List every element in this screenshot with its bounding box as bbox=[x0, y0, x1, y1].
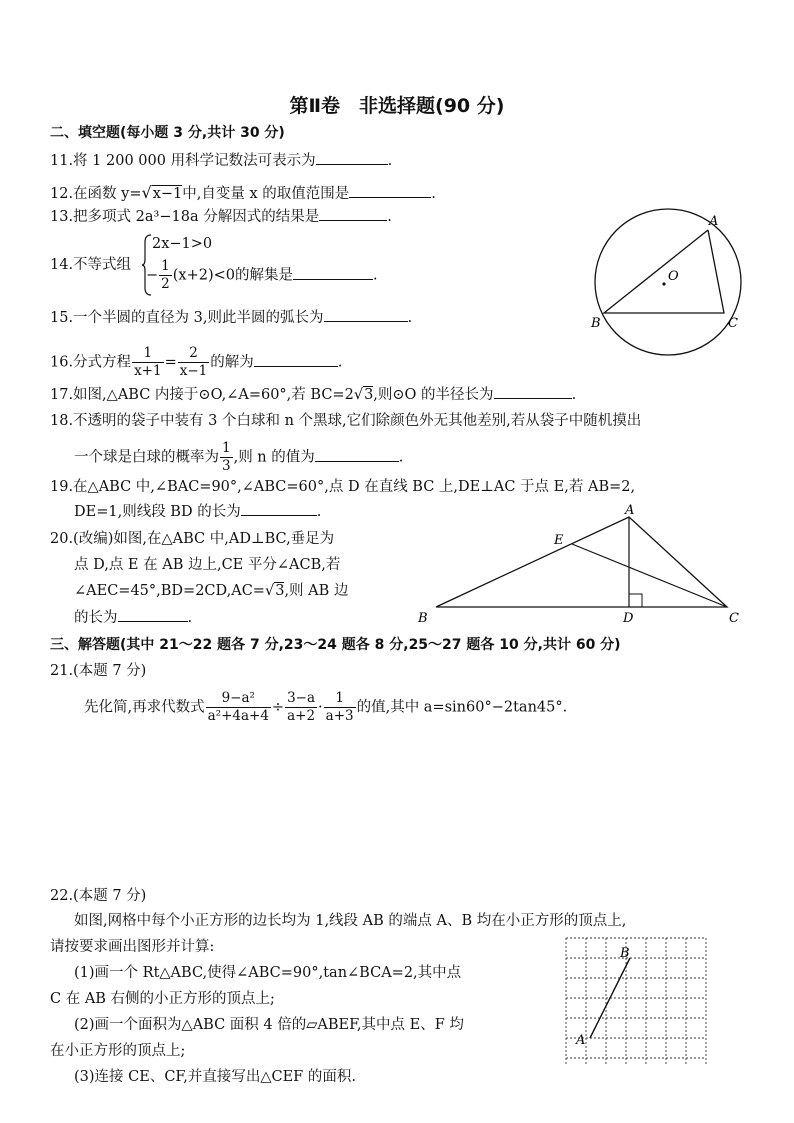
question-20-line-3: ∠AEC=45°,BD=2CD,AC=√3,则 AB 边 bbox=[74, 583, 349, 599]
label-b: B bbox=[591, 316, 601, 331]
triangle-abc-20 bbox=[436, 517, 727, 607]
question-22-line-5: (2)画一个面积为△ABC 面积 4 倍的▱ABEF,其中点 E、F 均 bbox=[74, 1017, 464, 1033]
question-21-title: 21.(本题 7 分) bbox=[50, 663, 147, 679]
label-c: C bbox=[728, 316, 738, 331]
label-e-20: E bbox=[554, 533, 564, 548]
question-15: 15.一个半圆的直径为 3,则此半圆的弧长为 . bbox=[50, 310, 413, 326]
question-17: 17.如图,△ABC 内接于⊙O,∠A=60°,若 BC=2√3,则⊙O 的半径长为 . bbox=[50, 387, 577, 403]
question-22-title: 22.(本题 7 分) bbox=[50, 888, 147, 904]
answer-blank-17[interactable] bbox=[494, 385, 572, 399]
triangle-figure bbox=[414, 500, 754, 630]
question-22-line-1: 如图,网格中每个小正方形的边长均为 1,线段 AB 的端点 A、B 均在小正方形的顶点上, bbox=[74, 913, 627, 929]
inequality-line-2: − $\frac{1}{2}$ (x+2)<0的解集是 . bbox=[146, 258, 378, 292]
grid-figure bbox=[558, 930, 754, 1066]
question-16: 16.分式方程 $\frac{1}{x+1}$ = $\frac{2}{x-1}$ 的解为 . bbox=[50, 345, 343, 379]
question-22-line-3: (1)画一个 Rt△ABC,使得∠ABC=90°,tan∠BCA=2,其中点 bbox=[74, 965, 462, 981]
grid-lines bbox=[566, 938, 706, 1066]
section2-header: 二、填空题(每小题 3 分,共计 30 分) bbox=[50, 125, 285, 141]
question-12: 12.在函数 y=√x−1中,自变量 x 的取值范围是 . bbox=[50, 183, 436, 202]
label-c-20: C bbox=[729, 611, 739, 626]
answer-blank-11[interactable] bbox=[316, 151, 388, 165]
question-11: 11.将 1 200 000 用科学记数法可表示为 . bbox=[50, 153, 393, 169]
question-22-line-7: (3)连接 CE、CF,并直接写出△CEF 的面积. bbox=[74, 1069, 356, 1085]
exam-part-title: 第Ⅱ卷 非选择题(90 分) bbox=[289, 95, 505, 117]
question-22-line-6: 在小正方形的顶点上; bbox=[50, 1043, 186, 1059]
question-19-line-1: 19.在△ABC 中,∠BAC=90°,∠ABC=60°,点 D 在直线 BC 上,DE⊥AC 于点 E,若 AB=2, bbox=[50, 479, 636, 495]
label-b-20: B bbox=[418, 611, 428, 626]
question-20-line-2: 点 D,点 E 在 AB 边上,CE 平分∠ACB,若 bbox=[74, 557, 341, 573]
label-o: O bbox=[668, 269, 679, 284]
answer-blank-18[interactable] bbox=[315, 448, 399, 462]
label-d-20: D bbox=[623, 611, 634, 626]
question-20-line-1: 20.(改编)如图,在△ABC 中,AD⊥BC,垂足为 bbox=[50, 531, 335, 547]
question-18-line-1: 18.不透明的袋子中装有 3 个白球和 n 个黑球,它们除颜色外无其他差别,若从袋子中随机摸出 bbox=[50, 413, 642, 429]
answer-blank-20[interactable] bbox=[118, 608, 188, 622]
question-22-line-4: C 在 AB 右侧的小正方形的顶点上; bbox=[50, 991, 275, 1007]
question-13: 13.把多项式 2a³−18a 分解因式的结果是 . bbox=[50, 209, 392, 225]
bisector-ce bbox=[572, 544, 727, 607]
answer-blank-13[interactable] bbox=[319, 207, 387, 221]
question-22-line-2: 请按要求画出图形并计算: bbox=[50, 939, 215, 955]
question-18-line-2: 一个球是白球的概率为 $\frac{1}{3}$ ,则 n 的值为 . bbox=[74, 440, 404, 474]
answer-blank-12[interactable] bbox=[349, 184, 431, 198]
question-20-line-4: 的长为 . bbox=[74, 610, 193, 626]
answer-blank-14[interactable] bbox=[293, 266, 373, 280]
section3-header: 三、解答题(其中 21～22 题各 7 分,23～24 题各 8 分,25～27 题各 10 分,共计 60 分) bbox=[50, 637, 621, 653]
answer-blank-16[interactable] bbox=[254, 353, 338, 367]
question-14-label: 14.不等式组 bbox=[50, 257, 132, 273]
answer-blank-15[interactable] bbox=[324, 308, 408, 322]
inequality-line-1: 2x−1>0 bbox=[152, 236, 213, 252]
question-19-line-2: DE=1,则线段 BD 的长为 . bbox=[74, 504, 322, 520]
right-angle-mark bbox=[629, 594, 642, 607]
question-21-body: 先化简,再求代数式 $\frac{\text{9−a²}}{\text{a²+4a+4}}$ ÷ $\frac{3-a}{a+2}$ · $\frac{1}{a+3}$ 的值,其中 a=sin60°−2tan45°. bbox=[84, 690, 568, 724]
triangle-abc bbox=[604, 230, 724, 313]
answer-blank-19[interactable] bbox=[241, 502, 317, 516]
grid-label-b: B bbox=[620, 946, 630, 961]
label-a: A bbox=[709, 214, 719, 229]
grid-label-a: A bbox=[576, 1033, 586, 1048]
center-point bbox=[662, 282, 665, 285]
circle-figure bbox=[584, 205, 754, 365]
label-a-20: A bbox=[625, 503, 635, 518]
